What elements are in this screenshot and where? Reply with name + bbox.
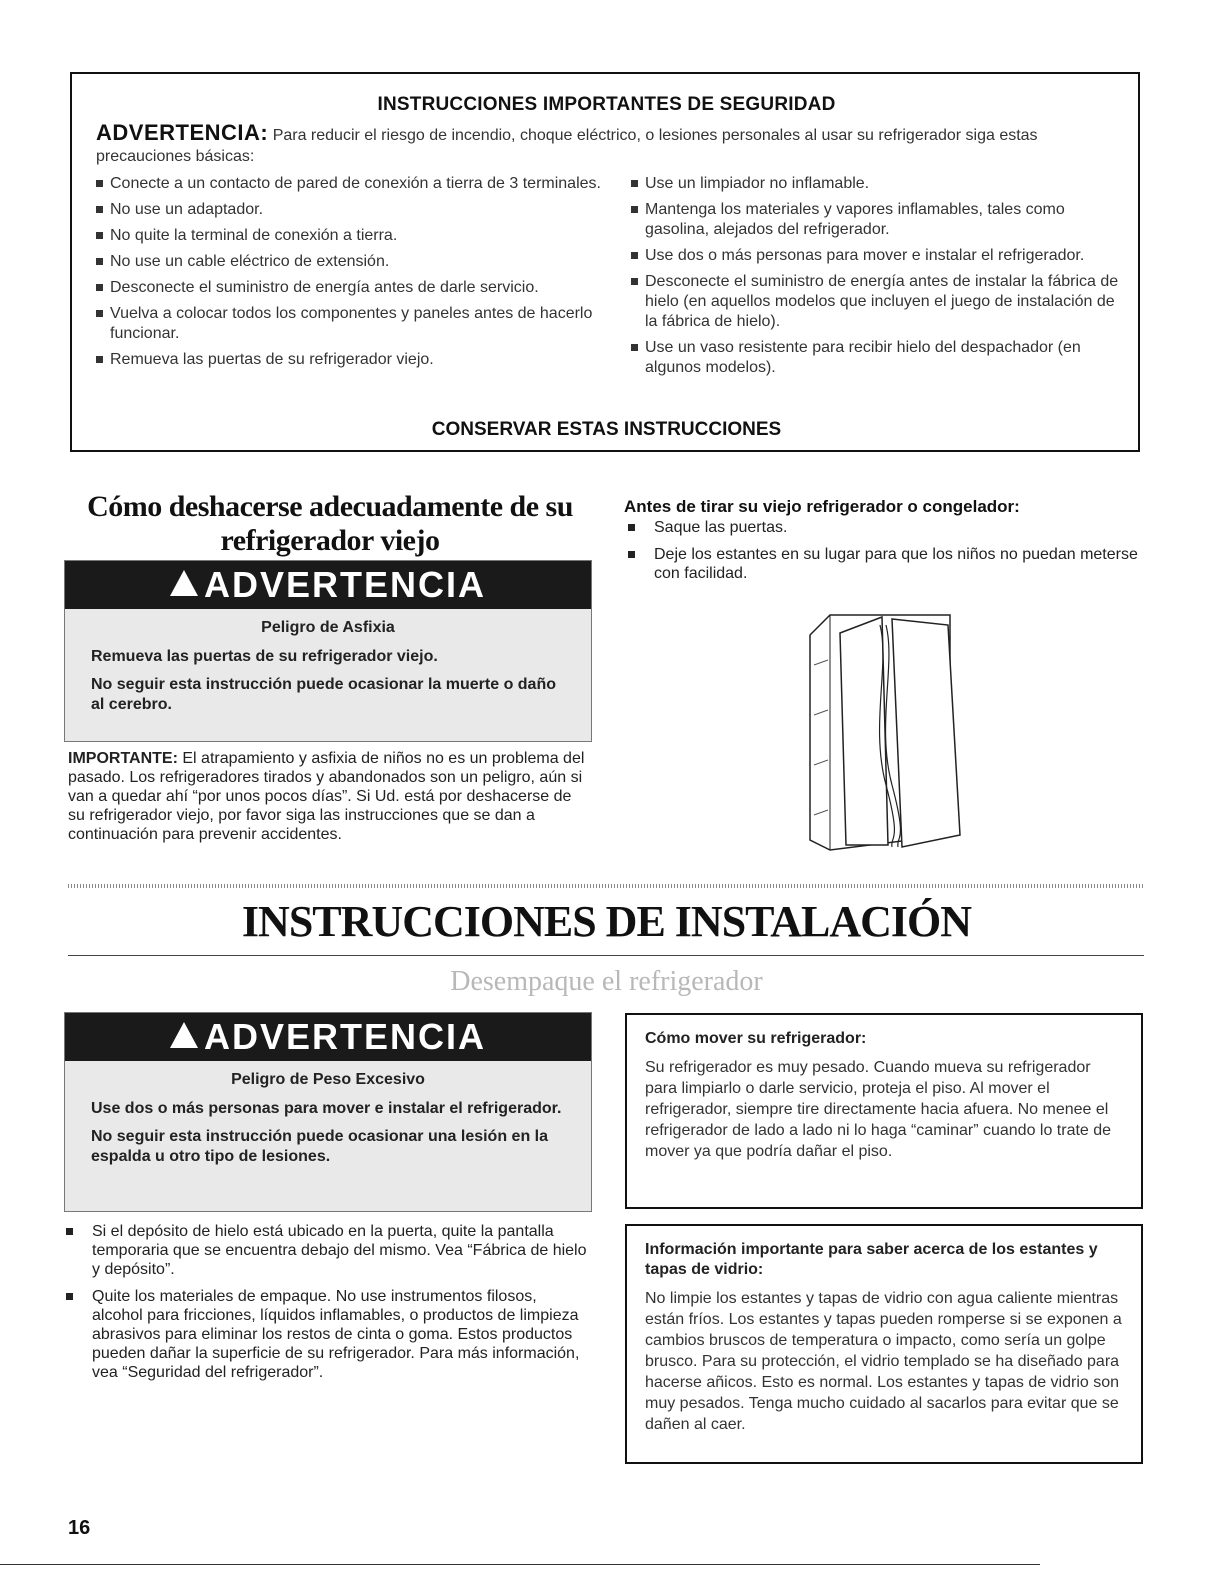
suffocation-warning-box [64, 560, 592, 742]
warning-banner-text: ADVERTENCIA [203, 564, 486, 605]
list-item: Quite los materiales de empaque. No use instrumentos filosos, alcohol para fricciones, líquidos inflamables, o productos de limpieza abrasivos para eliminar los restos de cinta o goma. Estos productos pueden dañar la superficie de su refrigerador. Para más información, vea “Seguridad del refrigerador”. [62, 1287, 590, 1382]
refrigerator-illustration [800, 605, 980, 855]
list-item: Deje los estantes en su lugar para que los niños no puedan meterse con facilidad. [624, 545, 1144, 583]
warning-line: No seguir esta instrucción puede ocasionar una lesión en la espalda u otro tipo de lesiones. [91, 1128, 549, 1165]
important-label: IMPORTANTE: [68, 750, 178, 767]
important-text: El atrapamiento y asfixia de niños no es un problema del pasado. Los refrigeradores tirados y abandonados son un peligro, aún si van a quedar ahí “por unos pocos días”. Si Ud. está por deshacerse de su refrigerador viejo, por favor siga las instrucciones que se dan a continuación para prevenir accidentes. [68, 750, 585, 843]
bottom-rule [0, 1564, 1040, 1565]
warning-text: Para reducir el riesgo de incendio, choque eléctrico, o lesiones personales al usar su refrigerador siga estas precauciones básicas: [96, 127, 1038, 165]
list-item: Desconecte el suministro de energía antes de darle servicio. [96, 278, 601, 298]
list-item: Si el depósito de hielo está ubicado en la puerta, quite la pantalla temporaria que se encuentra debajo del mismo. Vea “Fábrica de hielo y depósito”. [62, 1222, 590, 1279]
safety-title: INSTRUCCIONES IMPORTANTES DE SEGURIDAD [377, 94, 836, 115]
warning-banner-text: ADVERTENCIA [203, 1016, 486, 1057]
list-item: Use dos o más personas para mover e instalar el refrigerador. [631, 246, 1126, 266]
warning-subtitle: Peligro de Peso Excesivo [231, 1071, 425, 1088]
dispose-title: Cómo deshacerse adecuadamente de su refrigerador viejo [87, 490, 573, 557]
warning-line: Use dos o más personas para mover e instalar el refrigerador. [91, 1100, 562, 1117]
moving-info-box [625, 1013, 1143, 1209]
list-item: No use un cable eléctrico de extensión. [96, 252, 601, 272]
list-item: Mantenga los materiales y vapores inflamables, tales como gasolina, alejados del refrigerador. [631, 200, 1126, 240]
list-item: Remueva las puertas de su refrigerador viejo. [96, 350, 601, 370]
list-item: Use un vaso resistente para recibir hielo del despachador (en algunos modelos). [631, 338, 1126, 378]
moving-info-text: Su refrigerador es muy pesado. Cuando mueva su refrigerador para limpiarlo o darle servicio, proteja el piso. Al mover el refrigerador, siempre tire directamente hacia afuera. No menee el refrigerador de lado a lado ni lo haga “caminar” cuando lo trate de mover ya que podría dañar el piso. [645, 1059, 1112, 1160]
before-disposal-title: Antes de tirar su viejo refrigerador o congelador: [624, 497, 1020, 516]
list-item: Desconecte el suministro de energía antes de instalar la fábrica de hielo (en aquellos modelos que incluyen el juego de instalación de la fábrica de hielo). [631, 272, 1126, 332]
warning-label: ADVERTENCIA: [96, 120, 269, 145]
list-item: Conecte a un contacto de pared de conexión a tierra de 3 terminales. [96, 174, 601, 194]
warning-banner [65, 1013, 591, 1061]
unpack-list [62, 1222, 590, 1390]
warning-triangle-icon [170, 1022, 198, 1048]
safety-list-left [96, 174, 601, 376]
list-item: Vuelva a colocar todos los componentes y paneles antes de hacerlo funcionar. [96, 304, 601, 344]
warning-banner [65, 561, 591, 609]
glass-info-text: No limpie los estantes y tapas de vidrio con agua caliente mientras están fríos. Los estantes y tapas pueden romperse si se exponen a cambios bruscos de temperatura o impacto, como sería un golpe brusco. Para su protección, el vidrio templado se ha diseñado para hacerse añicos. Esto es normal. Los estantes y tapas de vidrio son muy pesados. Tenga mucho cuidado al sacarlos para evitar que se dañen al caer. [645, 1290, 1122, 1433]
warning-triangle-icon [170, 570, 198, 596]
glass-shelves-info-box [625, 1224, 1143, 1464]
list-item: Use un limpiador no inflamable. [631, 174, 1126, 194]
before-disposal-list [624, 518, 1144, 591]
moving-info-title: Cómo mover su refrigerador: [645, 1030, 867, 1047]
safety-warning [96, 122, 1116, 167]
weight-warning-box [64, 1012, 592, 1212]
list-item: Saque las puertas. [624, 518, 1144, 537]
important-paragraph [68, 749, 588, 844]
warning-line: Remueva las puertas de su refrigerador viejo. [91, 648, 438, 665]
warning-line: No seguir esta instrucción puede ocasionar la muerte o daño al cerebro. [91, 676, 556, 713]
install-title: INSTRUCCIONES DE INSTALACIÓN [241, 897, 972, 946]
page-number: 16 [68, 1517, 91, 1539]
list-item: No quite la terminal de conexión a tierra. [96, 226, 601, 246]
glass-info-title: Información importante para saber acerca de los estantes y tapas de vidrio: [645, 1241, 1098, 1278]
warning-subtitle: Peligro de Asfixia [261, 619, 395, 636]
conserve-instructions: CONSERVAR ESTAS INSTRUCCIONES [431, 419, 782, 440]
unpack-title: Desempaque el refrigerador [450, 966, 763, 997]
divider [68, 955, 1144, 956]
safety-list-right [631, 174, 1126, 384]
list-item: No use un adaptador. [96, 200, 601, 220]
dotted-divider [68, 884, 1144, 888]
